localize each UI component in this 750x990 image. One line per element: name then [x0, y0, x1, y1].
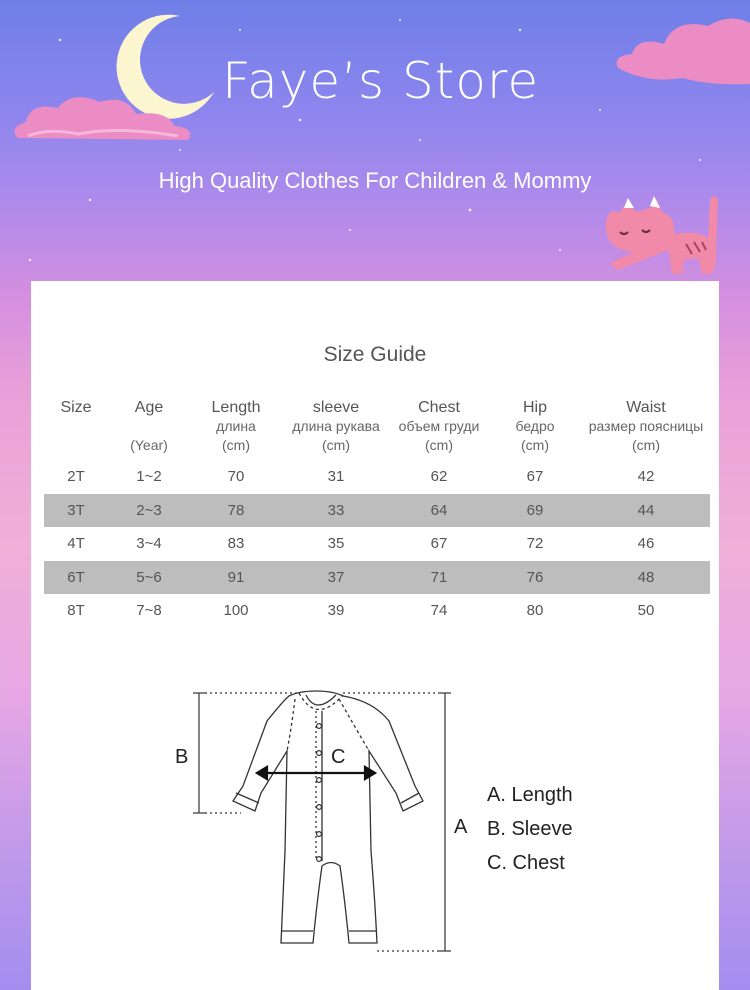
column-header: Size — [60, 399, 92, 416]
size-guide-title: Size Guide — [323, 343, 427, 366]
romper-diagram — [191, 681, 491, 981]
column-header: sleeve длина рукава (cm) — [292, 399, 380, 453]
column-header: Age (Year) — [130, 399, 168, 453]
table-row: 2T 1~2 70 31 62 67 42 — [67, 468, 655, 486]
size-table — [44, 398, 710, 628]
cloud-left-icon — [8, 88, 198, 150]
label-a: A — [454, 816, 468, 838]
column-header: Hip бедро (cm) — [515, 399, 555, 453]
size-guide-card — [31, 281, 719, 990]
table-row: 8T 7~8 100 39 74 80 50 — [67, 602, 655, 620]
cloud-right-icon — [612, 12, 750, 92]
cat-icon — [598, 190, 728, 280]
table-header-row — [44, 398, 710, 460]
store-tagline: High Quality Clothes For Children & Mommy — [158, 168, 592, 193]
column-header: Length длина (cm) — [211, 399, 261, 453]
column-header: Waist размер поясницы (cm) — [588, 399, 704, 453]
measurement-legend — [487, 778, 573, 880]
legend-item: C. Chest — [487, 852, 565, 874]
label-b: B — [175, 746, 189, 768]
table-row: 6T 5~6 91 37 71 76 48 — [44, 561, 710, 595]
table-row: 3T 2~3 78 33 64 69 44 — [44, 494, 710, 528]
column-header: Chest объем груди (cm) — [398, 399, 480, 453]
legend-item: B. Sleeve — [487, 818, 573, 840]
table-row: 4T 3~4 83 35 67 72 46 — [67, 535, 655, 553]
legend-item: A. Length — [487, 784, 573, 806]
store-name: Faye’s Store — [222, 52, 540, 110]
label-c: C — [331, 746, 346, 768]
